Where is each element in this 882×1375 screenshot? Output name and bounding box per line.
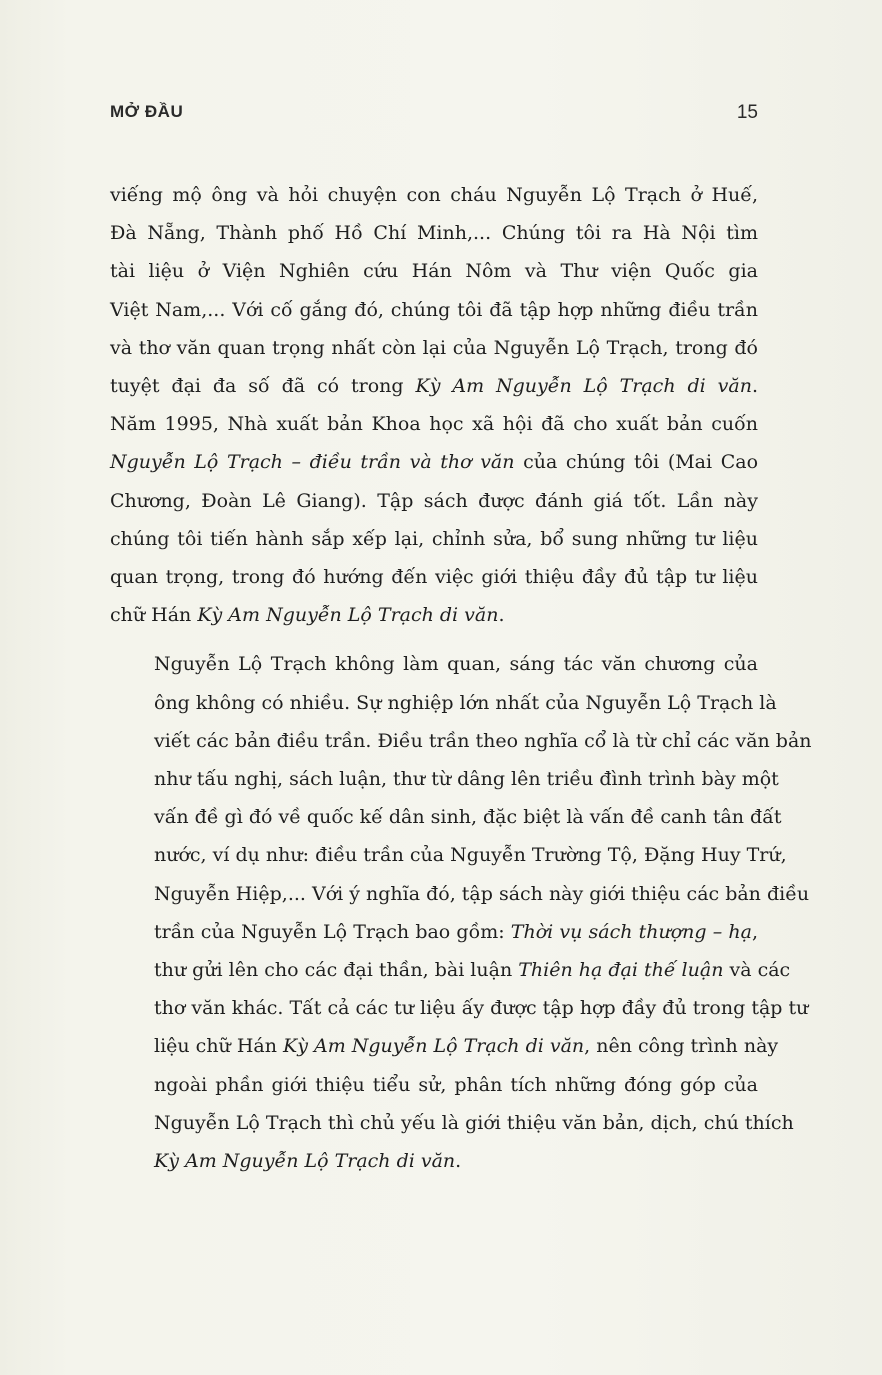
running-header — [110, 102, 758, 132]
text-run: , — [751, 920, 759, 943]
text-line — [110, 329, 758, 367]
text-run: và các — [723, 959, 791, 982]
text-line — [110, 405, 758, 443]
text-run: Chương, Đoàn Lê Giang). Tập sách được đánh giá tốt. Lần này — [110, 489, 758, 512]
paragraph — [110, 645, 812, 1180]
text-run: của chúng tôi (Mai Cao — [514, 451, 759, 474]
text-line — [110, 367, 758, 405]
section-title: MỞ ĐẦU — [110, 102, 184, 121]
italic-title: Kỳ Am Nguyễn Lộ Trạch di văn — [197, 604, 499, 627]
text-line — [110, 214, 758, 252]
italic-title: Nguyễn Lộ Trạch – điều trần và thơ văn — [110, 451, 515, 474]
text-run: tuyệt đại đa số đã có trong — [110, 375, 416, 398]
text-run: thơ văn khác. Tất cả các tư liệu ấy được tập hợp đầy đủ trong tập tư — [154, 997, 809, 1020]
text-run: . — [455, 1150, 462, 1173]
text-run: viết các bản điều trần. Điều trần theo nghĩa cổ là từ chỉ các văn bản — [154, 729, 812, 752]
text-line — [110, 836, 787, 874]
body-text — [110, 176, 812, 1180]
text-line — [110, 482, 758, 520]
text-line — [110, 1066, 758, 1104]
text-run: Đà Nẵng, Thành phố Hồ Chí Minh,... Chúng tôi ra Hà Nội tìm — [110, 222, 758, 245]
text-line — [110, 1027, 779, 1065]
text-run: . — [751, 375, 758, 398]
text-line — [110, 645, 758, 683]
page-number: 15 — [736, 102, 758, 123]
text-line — [110, 989, 809, 1027]
text-run: liệu chữ Hán — [154, 1035, 284, 1058]
text-line — [110, 252, 758, 290]
text-line — [110, 875, 810, 913]
text-run: , nên công trình này — [584, 1035, 779, 1058]
text-line — [110, 798, 782, 836]
text-line — [110, 760, 779, 798]
text-run: và thơ văn quan trọng nhất còn lại của Nguyễn Lộ Trạch, trong đó — [110, 336, 758, 359]
text-run: như tấu nghị, sách luận, thư từ dâng lên triều đình trình bày một — [154, 768, 779, 791]
text-run: Nguyễn Hiệp,... Với ý nghĩa đó, tập sách này giới thiệu các bản điều — [154, 882, 810, 905]
text-run: Nguyễn Lộ Trạch không làm quan, sáng tác văn chương của — [154, 653, 758, 676]
text-run: nước, ví dụ như: điều trần của Nguyễn Trường Tộ, Đặng Huy Trứ, — [154, 844, 787, 867]
text-line — [110, 291, 758, 329]
text-line — [110, 520, 758, 558]
text-line — [110, 951, 791, 989]
text-run: thư gửi lên cho các đại thần, bài luận — [154, 959, 519, 982]
text-run: Năm 1995, Nhà xuất bản Khoa học xã hội đã cho xuất bản cuốn — [110, 413, 758, 436]
text-line — [110, 176, 758, 214]
italic-title: Thiên hạ đại thế luận — [518, 959, 724, 982]
text-line — [110, 596, 758, 634]
text-run: ngoài phần giới thiệu tiểu sử, phân tích những đóng góp của — [154, 1073, 758, 1096]
text-run: Việt Nam,... Với cố gắng đó, chúng tôi đã tập hợp những điều trần — [110, 298, 758, 321]
text-run: Nguyễn Lộ Trạch thì chủ yếu là giới thiệu văn bản, dịch, chú thích — [154, 1111, 794, 1134]
italic-title: Kỳ Am Nguyễn Lộ Trạch di văn — [283, 1035, 585, 1058]
text-run: vấn đề gì đó về quốc kế dân sinh, đặc biệt là vấn đề canh tân đất — [154, 806, 782, 829]
text-line — [110, 558, 758, 596]
text-line — [110, 443, 758, 481]
text-run: chúng tôi tiến hành sắp xếp lại, chỉnh sửa, bổ sung những tư liệu — [110, 527, 758, 550]
text-line — [110, 913, 758, 951]
text-run: ông không có nhiều. Sự nghiệp lớn nhất của Nguyễn Lộ Trạch là — [154, 691, 777, 714]
text-line — [110, 1142, 758, 1180]
text-run: trần của Nguyễn Lộ Trạch bao gồm: — [154, 920, 511, 943]
italic-title: Thời vụ sách thượng – hạ — [510, 920, 752, 943]
text-run: chữ Hán — [110, 604, 198, 627]
italic-title: Kỳ Am Nguyễn Lộ Trạch di văn — [154, 1150, 456, 1173]
text-run: tài liệu ở Viện Nghiên cứu Hán Nôm và Thư viện Quốc gia — [110, 260, 758, 283]
text-line — [110, 1104, 794, 1142]
text-run: viếng mộ ông và hỏi chuyện con cháu Nguyễn Lộ Trạch ở Huế, — [110, 184, 758, 206]
paragraph — [110, 176, 758, 634]
text-line — [110, 684, 777, 722]
text-line — [110, 722, 812, 760]
text-run: . — [498, 604, 505, 627]
text-run: quan trọng, trong đó hướng đến việc giới thiệu đầy đủ tập tư liệu — [110, 566, 758, 589]
italic-title: Kỳ Am Nguyễn Lộ Trạch di văn — [415, 375, 752, 398]
